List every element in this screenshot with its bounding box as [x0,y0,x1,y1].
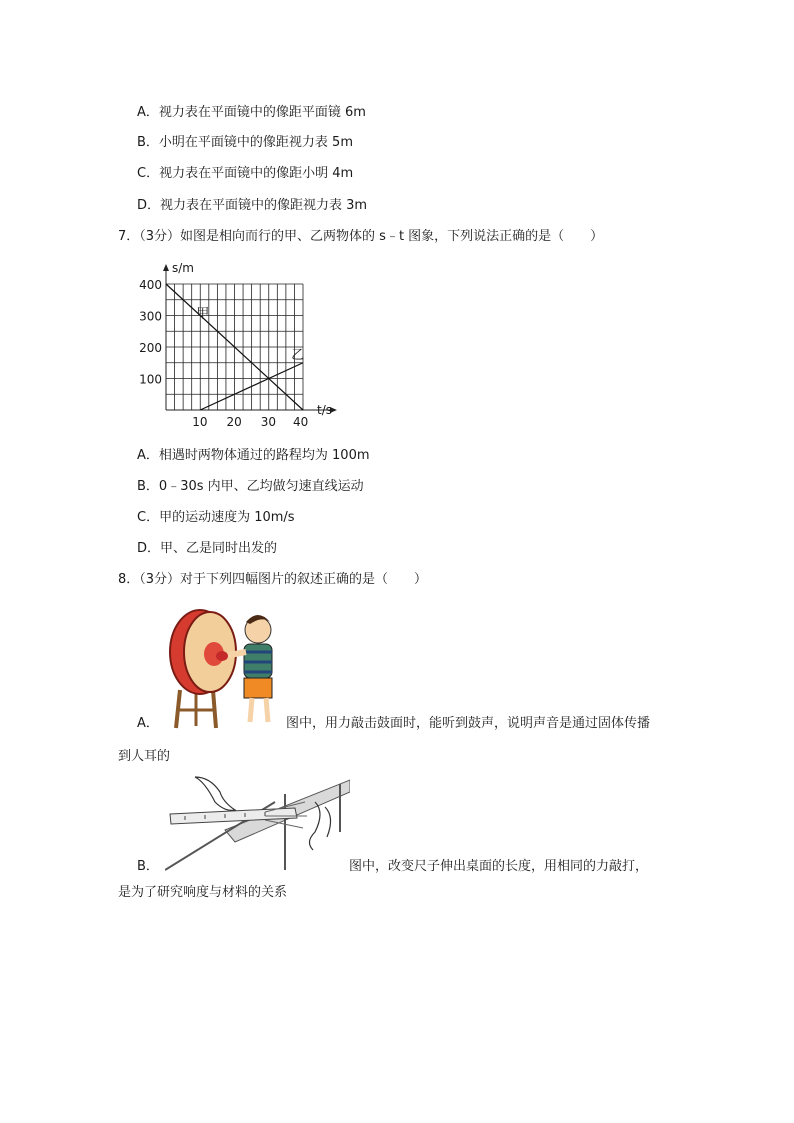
question-8-stem: 8．（3分）对于下列四幅图片的叙述正确的是（ ） [118,572,428,587]
question-8-option-b-label: B． [137,859,159,874]
option-b: B．小明在平面镜中的像距视力表 5m [137,135,353,150]
y-tick-label: 400 [139,278,162,292]
option-a: A．视力表在平面镜中的像距平面镜 6m [137,105,366,120]
st-graph [128,258,348,442]
y-tick-label: 200 [139,341,162,355]
question-7-stem: 7．（3分）如图是相向而行的甲、乙两物体的 s﹣t 图象，下列说法正确的是（ ） [118,229,604,244]
question-7-option-b: B．0﹣30s 内甲、乙均做匀速直线运动 [137,479,364,494]
drum-illustration [158,600,288,730]
question-7-option-a: A．相遇时两物体通过的路程均为 100m [137,448,370,463]
x-tick-label: 10 [192,415,208,429]
series-name-label-1: 甲 [196,306,210,322]
ruler-illustration [165,772,350,872]
question-8-option-a-text-cont: 到人耳的 [118,749,171,764]
x-axis-label: t/s [317,403,332,417]
y-axis-label: s/m [172,261,194,275]
question-8-option-b-text-cont: 是为了研究响度与材料的关系 [118,885,288,900]
option-c: C．视力表在平面镜中的像距小明 4m [137,166,354,181]
question-7-option-d: D．甲、乙是同时出发的 [137,541,278,556]
question-7-option-c: C．甲的运动速度为 10m/s [137,510,295,525]
option-d: D．视力表在平面镜中的像距视力表 3m [137,198,368,213]
question-8-option-b-text: 图中，改变尺子伸出桌面的长度，用相同的力敲打， [349,859,649,874]
graph-axes [163,264,337,413]
x-tick-label: 30 [260,415,277,429]
y-tick-label: 300 [139,309,162,324]
question-8-option-a-text: 图中，用力敲击鼓面时，能听到鼓声，说明声音是通过固体传播 [286,716,651,731]
question-8-option-a-label: A． [137,716,159,731]
series-name-label-2: 乙 [291,347,305,363]
y-tick-label: 100 [139,372,162,387]
x-tick-label: 20 [226,415,242,429]
y-axis-arrow [163,264,169,271]
x-tick-label: 40 [293,415,309,429]
